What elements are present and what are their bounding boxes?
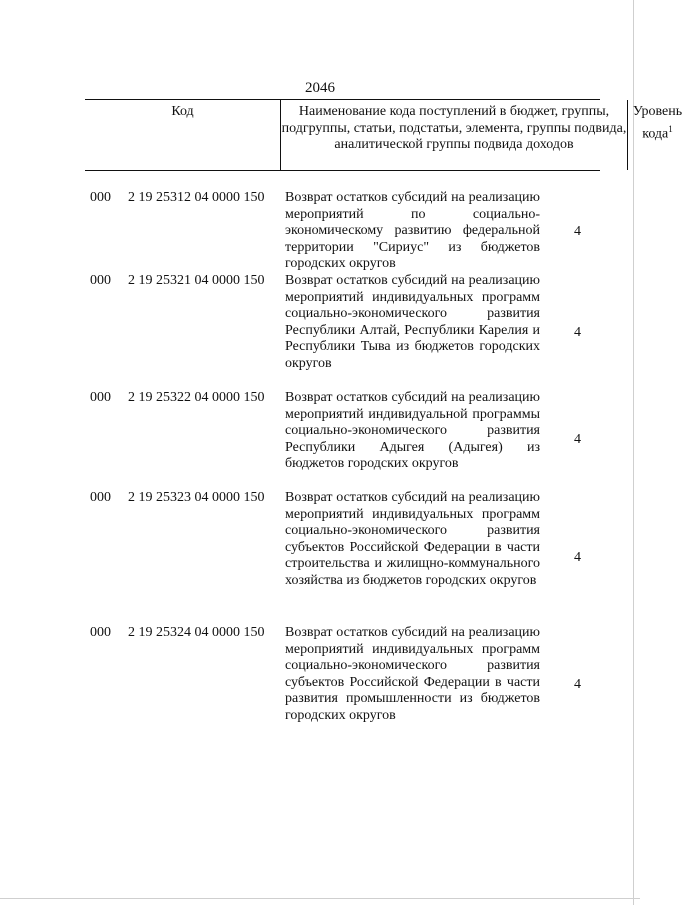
page-number: 2046	[305, 80, 335, 96]
row-name: Возврат остатков субсидий на реализацию мероприятий по социально-экономическому развитию федеральной территории "Сириус" из бюджетов городских округов	[285, 190, 540, 271]
row-level: 4	[574, 550, 581, 565]
row-prefix: 000	[90, 273, 111, 288]
header-level-footnote: 1	[668, 123, 673, 134]
header-level-label: Уровень кода	[632, 104, 683, 142]
row-name: Возврат остатков субсидий на реализацию мероприятий индивидуальных программ социально-экономического развития субъектов Российской Федерации в части строительства и жилищно-коммунального хозяйства из бюджетов городских округов	[285, 490, 540, 588]
row-level: 4	[574, 432, 581, 447]
row-prefix: 000	[90, 490, 111, 505]
row-level: 4	[574, 224, 581, 239]
row-name: Возврат остатков субсидий на реализацию мероприятий индивидуальной программы социально-экономического развития Республики Адыгея (Адыгея) из бюджетов городских округов	[285, 390, 540, 471]
header-name: Наименование кода поступлений в бюджет, группы, подгруппы, статьи, подстатьи, элемента, группы подвида, аналитической группы подвида доходов	[280, 100, 627, 170]
row-prefix: 000	[90, 190, 111, 205]
row-name: Возврат остатков субсидий на реализацию мероприятий индивидуальных программ социально-экономического развития субъектов Российской Федерации в части развития промышленности из бюджетов городских округов	[285, 625, 540, 723]
row-code: 2 19 25322 04 0000 150	[128, 390, 265, 405]
row-level: 4	[574, 677, 581, 692]
row-code: 2 19 25323 04 0000 150	[128, 490, 265, 505]
table-header	[85, 99, 683, 171]
row-prefix: 000	[90, 390, 111, 405]
row-code: 2 19 25321 04 0000 150	[128, 273, 265, 288]
page-edge-bottom	[0, 898, 640, 899]
row-code: 2 19 25324 04 0000 150	[128, 625, 265, 640]
row-name: Возврат остатков субсидий на реализацию мероприятий индивидуальных программ социально-экономического развития Республики Алтай, Республики Карелия и Республики Тыва из бюджетов городских округов	[285, 273, 540, 371]
header-level	[627, 100, 687, 170]
row-prefix: 000	[90, 625, 111, 640]
row-code: 2 19 25312 04 0000 150	[128, 190, 265, 205]
row-level: 4	[574, 325, 581, 340]
header-code: Код	[171, 104, 194, 119]
